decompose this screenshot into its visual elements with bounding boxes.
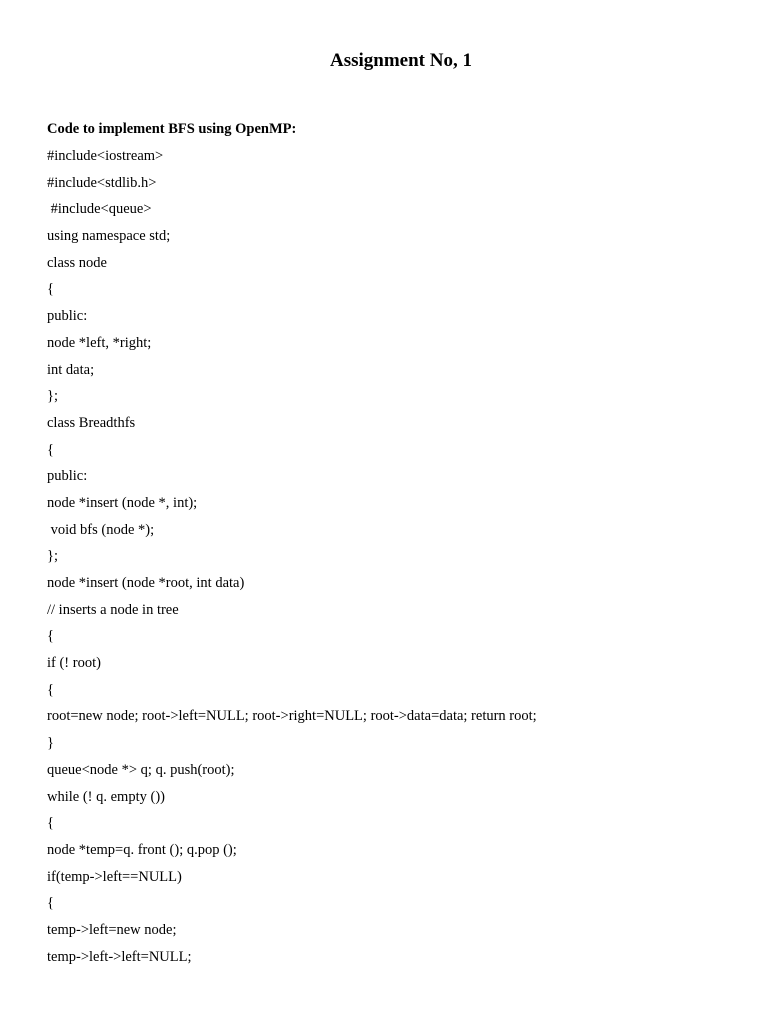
code-line: temp->left=new node; [47,921,177,938]
code-line: { [47,441,54,458]
code-line: // inserts a node in tree [47,601,179,618]
code-line: { [47,815,54,832]
code-line: #include<iostream> [47,148,164,164]
code-line: node *insert (node *root, int data) [47,575,245,591]
code-line: { [47,628,54,645]
page-title: Assignment No, 1 [330,50,472,71]
code-line: { [47,681,54,698]
code-line: if(temp->left==NULL) [47,868,182,885]
code-line: node *insert (node *, int); [47,494,198,511]
code-line: { [47,895,54,912]
code-line: if (! root) [47,655,101,672]
section-heading: Code to implement BFS using OpenMP: [47,121,297,137]
code-line: while (! q. empty ()) [47,788,165,805]
code-line: int data; [47,361,95,378]
code-line: #include<stdlib.h> [47,174,157,191]
code-listing [47,147,537,974]
code-line: root=new node; root->left=NULL; root->right=NULL; root->data=data; return root; [47,708,537,725]
code-line: { [47,281,54,298]
code-line: void bfs (node *); [47,521,155,538]
code-line: queue<node *> q; q. push(root); [47,761,235,778]
code-line: }; [47,548,58,565]
code-line: using namespace std; [47,228,171,245]
code-line: #include<queue> [47,201,152,218]
code-line: node *left, *right; [47,334,152,351]
code-line: class Breadthfs [47,414,136,431]
code-line: public: [47,308,88,325]
code-line: public: [47,468,88,485]
code-line: temp->left->left=NULL; [47,948,192,965]
code-line: } [47,735,54,752]
code-line: class node [47,254,107,271]
code-line: node *temp=q. front (); q.pop (); [47,841,237,858]
code-line: }; [47,388,58,405]
